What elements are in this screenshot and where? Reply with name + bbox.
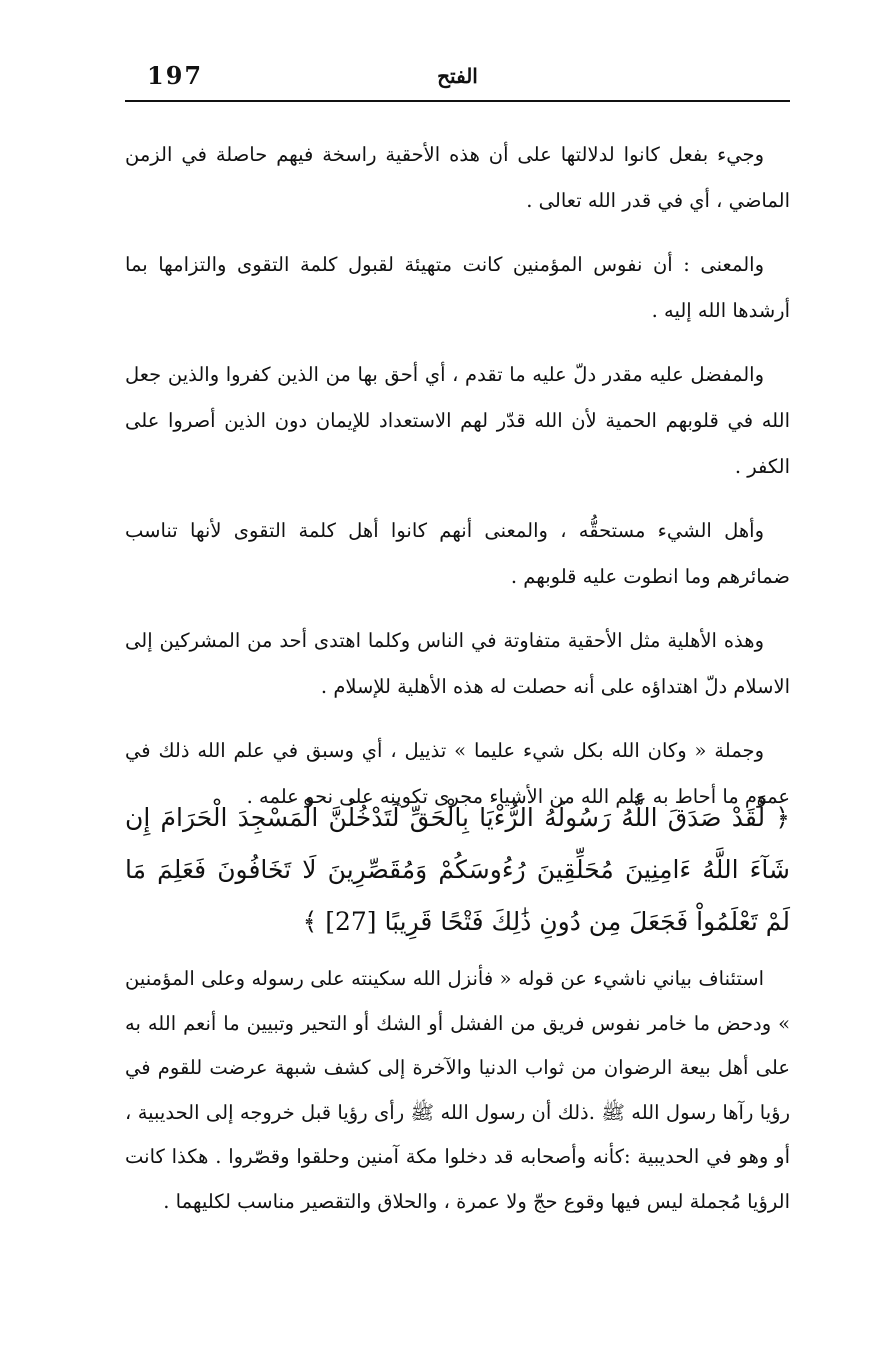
paragraph: وأهل الشيء مستحقُّه ، والمعنى أنهم كانوا أهل كلمة التقوى لأنها تناسب ضمائرهم وما انطوت عليه قلوبهم . (125, 519, 790, 588)
page-number: 197 (147, 61, 204, 90)
paragraph: وجيء بفعل كانوا لدلالتها على أن هذه الأحقية راسخة فيهم حاصلة في الزمن الماضي ، أي في قدر الله تعالى . (125, 143, 790, 212)
paragraph: وهذه الأهلية مثل الأحقية متفاوتة في الناس وكلما اهتدى أحد من المشركين إلى الاسلام دلّ اهتداؤه على أنه حصلت له هذه الأهلية للإسلام . (125, 629, 790, 698)
commentary-paragraph: استئناف بياني ناشيء عن قوله « فأنزل الله سكينته على رسوله وعلى المؤمنين » ودحض ما خامر نفوس فريق من الفشل أو الشك أو التحير وتبيين ما أنعم الله به على أهل بيعة الرضوان من ثواب الدنيا والآخرة إلى كشف شبهة عرضت للقوم في رؤيا رآها رسول الله ﷺ .ذلك أن رسول الله ﷺ رأى رؤيا قبل خروجه إلى الحديبية ، أو وهو في الحديبية :كأنه وأصحابه قد دخلوا مكة آمنين وحلقوا وقصّروا . هكذا كانت الرؤيا مُجملة ليس فيها وقوع حجّ ولا عمرة ، والحلاق والتقصير مناسب لكليهما . (125, 967, 790, 1213)
paragraph: وجملة « وكان الله بكل شيء عليما » تذييل ، أي وسبق في علم الله ذلك في عموم ما أحاط به علم الله من الأشياء مجرى تكوينه على نحو علمه . (125, 739, 790, 808)
running-title: الفتح (437, 64, 478, 88)
paragraph: والمفضل عليه مقدر دلّ عليه ما تقدم ، أي أحق بها من الذين كفروا والذين جعل الله في قلوبهم الحمية لأن الله قدّر لهم الاستعداد للإيمان دون الذين أصروا على الكفر . (125, 363, 790, 478)
body-text (125, 132, 790, 838)
commentary-section (125, 957, 790, 1224)
quran-verse: ﴿ لَّقَدْ صَدَقَ اللَّهُ رَسُولَهُ الرُّءْيَا بِالْحَقِّ لَتَدْخُلُنَّ الْمَسْجِدَ الْحَرَامَ إِن شَآءَ اللَّهُ ءَامِنِينَ مُحَلِّقِينَ رُءُوسَكُمْ وَمُقَصِّرِينَ لَا تَخَافُونَ فَعَلِمَ مَا لَمْ تَعْلَمُواْ فَجَعَلَ مِن دُونِ ذَٰلِكَ فَتْحًا قَرِيبًا [27] ﴾ (125, 803, 790, 936)
paragraph: والمعنى : أن نفوس المؤمنين كانت متهيئة لقبول كلمة التقوى والتزامها بما أرشدها الله إليه . (125, 253, 790, 322)
page-header (125, 58, 790, 98)
header-rule (125, 100, 790, 102)
